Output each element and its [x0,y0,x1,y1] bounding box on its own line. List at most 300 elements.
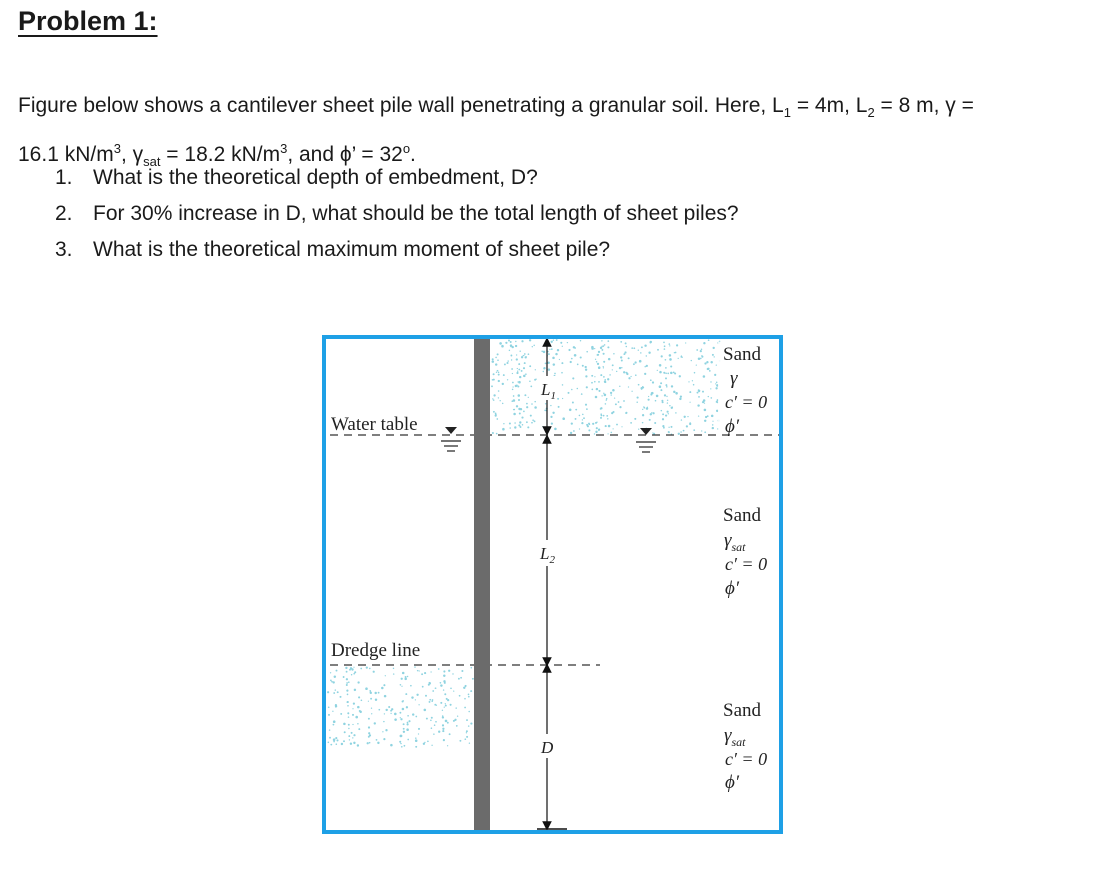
sand-dot [616,424,618,426]
sand-dot [608,425,611,428]
sand-dot [668,427,669,428]
sand-dot [550,405,551,406]
sand-dot [552,412,554,414]
sand-dot [628,357,630,359]
sand-dot [516,372,518,374]
sand-dot [668,432,670,434]
sand-dot [355,716,358,719]
sand-dot [633,347,635,349]
sand-dot [511,359,512,360]
sand-dot [520,426,522,428]
sand-dot [591,375,593,377]
sand-dot [404,745,406,747]
sand-dot [515,345,517,347]
sand-dot [644,344,646,346]
sand-dot [606,399,607,400]
sand-dot [594,381,596,383]
sand-dot [607,418,608,419]
sand-dot [562,384,564,386]
sand-dot [368,701,369,702]
sand-dot [601,340,602,341]
sand-dot [710,361,712,363]
sand-dot [511,368,513,370]
sand-dot [407,723,409,725]
question-item: 3. What is the theoretical maximum moment of sheet pile? [55,238,611,261]
sand-dot [492,358,494,360]
sand-dot [572,377,574,379]
sand-dot [613,428,614,429]
sand-dot [352,708,353,709]
sand-dot [551,348,553,350]
D-label: D [541,738,554,757]
sand-dot [443,670,445,672]
sand-dot [402,700,403,701]
sand-dot [607,378,609,380]
sand-dot [657,349,659,351]
sand-dot [666,386,668,388]
sand-dot [660,389,662,391]
sand-dot [568,392,570,394]
sand-dot [335,704,337,706]
sand-dot [345,667,347,669]
sand-dot [466,732,467,733]
svg-text:ϕ′: ϕ′ [725,772,739,793]
sand-dot [665,372,667,374]
sand-dot [595,359,596,360]
sand-dot [659,371,662,374]
sand-dot [702,391,704,393]
sand-dot [334,676,336,678]
sand-dot [378,709,380,711]
sand-dot [603,376,605,378]
sand-dot [519,421,521,423]
sand-dot [640,387,642,389]
sand-dot [499,342,502,345]
sand-dot [336,743,338,745]
sand-dot [607,340,609,342]
sand-dot [522,424,524,426]
sand-dot [368,732,370,734]
sand-dot [551,423,553,425]
sand-dot [429,682,431,684]
sand-dot [442,724,444,726]
sand-dot [368,726,370,728]
sand-dot [468,696,470,698]
sand-dot [556,339,558,341]
sand-dot [508,340,510,342]
sand-dot [435,688,436,689]
sand-dot [412,713,414,715]
sand-dot [382,731,383,732]
sand-dot [510,355,512,357]
sand-dot [371,708,372,709]
sand-dot [519,376,521,378]
sand-dot [502,383,504,385]
sand-dot [591,346,594,349]
sand-dot [514,426,516,428]
sand-dot [577,388,579,390]
sand-dot [528,397,529,398]
sand-dot [648,396,649,397]
sand-dot [652,381,654,383]
sand-dot [665,367,667,369]
sand-dot [378,692,380,694]
sand-dot [468,694,470,696]
svg-text:γsat: $\gamma_{sat}$ [724,530,746,554]
sand-dot [347,694,349,696]
sand-dot [415,716,417,718]
sand-dot [606,398,608,400]
sand-dot [614,397,615,398]
sand-dot [553,363,555,365]
sand-dot [498,374,500,376]
sand-dot [369,668,371,670]
sand-dot [359,711,361,713]
sand-dot [513,413,516,416]
sand-dot [669,345,670,346]
sand-dot [515,341,516,342]
L1-label: $L_1$ [541,380,556,402]
sand-dot [552,357,555,360]
sand-dot [581,393,583,395]
svg-text:ϕ′: ϕ′ [725,578,739,599]
sand-dot [459,695,461,697]
sand-dot [427,740,429,742]
sand-dot [431,727,433,729]
sand-dot [330,744,332,746]
sand-dot [383,684,385,686]
sand-dot [526,406,528,408]
sand-dot [654,422,656,424]
sand-dot [606,415,608,417]
sand-dot [357,723,359,725]
sand-dot [422,686,424,688]
sand-dot [445,705,447,707]
sand-dot [575,409,577,411]
sand-dot [426,718,428,720]
sand-dots-top [491,339,720,435]
sand-dot [366,666,368,668]
sand-dot [667,402,668,403]
sand-dot [604,379,606,381]
sand-dot [562,417,565,420]
sand-dot [443,739,445,741]
sand-dot [611,432,613,434]
sand-dot [521,356,523,358]
sand-dot [400,718,402,720]
sand-dot [394,713,397,716]
sand-dot [517,385,519,387]
sand-dot [626,346,628,348]
sand-dot [630,376,631,377]
sand-dot [498,390,500,392]
sand-dot [674,372,676,374]
sand-dot [683,430,685,432]
sand-dot [648,399,650,401]
sand-dot [574,347,576,349]
sand-dot [523,355,524,356]
sand-dot [663,342,665,344]
sand-dot [665,384,667,386]
sand-dot [521,370,523,372]
sand-dot [700,358,702,360]
sand-dot [598,381,600,383]
sand-dot [333,741,335,743]
sand-dot [582,419,583,420]
sand-dot [503,423,504,424]
sand-dot [653,433,655,435]
sand-dot [642,414,644,416]
sand-dot [634,361,636,363]
sand-dot [401,746,403,748]
sand-dot [495,357,497,359]
sand-dot [460,677,462,679]
sand-dot [346,690,348,692]
sand-dot [353,667,354,668]
sand-dot [710,381,711,382]
sand-dot [716,364,717,365]
sand-dot [636,401,637,402]
sand-dot [444,706,445,707]
sand-dot [519,413,521,415]
sand-dot [442,730,444,732]
sand-dot [664,348,666,350]
sand-dots-bottom [327,666,474,747]
sand-dot [418,733,419,734]
sand-dot [600,407,602,409]
sand-dot [603,366,604,367]
sand-dot [534,401,536,403]
sand-dot [670,365,672,367]
sand-dot [492,398,493,399]
sand-dot [442,728,444,730]
sand-dot [670,372,673,375]
sand-dot [702,401,704,403]
sand-dot [612,364,614,366]
sand-dot [713,347,715,349]
sand-dot [570,361,572,363]
sand-dot [431,745,432,746]
sand-dot [450,687,452,689]
sand-dot [567,342,568,343]
sand-dot [429,701,431,703]
sand-dot [443,689,444,690]
sand-dot [344,731,346,733]
sand-dot [680,431,682,433]
svg-text:γsat: $\gamma_{sat}$ [724,725,746,749]
sand-dot [662,401,664,403]
sand-dot [510,341,512,343]
sand-dot [668,413,669,414]
sand-dot [518,408,520,410]
sand-dot [515,385,517,387]
sand-dot [518,363,520,365]
sand-dot [519,350,520,351]
sand-dot [421,673,423,675]
sand-dot [596,427,598,429]
sand-dot [333,720,336,723]
sand-dot [468,725,469,726]
sand-dot [517,368,518,369]
sand-dot [701,430,702,431]
sand-dot [686,425,688,427]
sand-dot [597,363,599,365]
sand-dot [571,422,573,424]
sand-dot [630,422,632,424]
sand-dot [385,675,386,676]
sand-dot [618,401,620,403]
svg-text:c′ = 0: c′ = 0 [725,749,768,769]
sand-dot [603,415,605,417]
sand-dot [525,356,527,358]
sand-dot [415,737,417,739]
sand-dot [600,374,602,376]
sand-dot [523,411,525,413]
sand-dot [611,394,612,395]
sand-dot [472,678,474,680]
sand-dot [493,399,495,401]
sand-dot [385,729,387,731]
sand-dot [650,394,652,396]
sand-dot [605,403,607,405]
sand-dot [716,401,718,403]
sand-dot [580,356,582,358]
L2-label: $L_2$ [540,544,555,566]
sand-dot [637,397,639,399]
sand-dot [492,379,494,381]
sand-dot [336,670,338,672]
sand-dot [529,339,531,341]
svg-text:Sand: Sand [723,505,761,526]
sand-dot [507,360,508,361]
sand-dot [530,386,532,388]
sand-dot [676,344,678,346]
sand-dot [343,723,346,726]
sand-dot [464,738,466,740]
sand-dot [496,418,498,420]
sand-dot [509,427,511,429]
sand-dot [657,370,658,371]
sand-dot [612,369,613,370]
sand-dot [401,678,403,680]
sand-dot [384,713,385,714]
sand-dot [511,400,513,402]
sand-dot [650,379,652,381]
sand-dot [573,430,575,432]
sand-dot [447,700,449,702]
sand-dot [526,403,528,405]
sand-dot [414,666,415,667]
sand-dot [373,671,375,673]
sand-dot [586,351,588,353]
sand-dot [569,409,572,412]
sand-dot [354,689,356,691]
sand-dot [369,734,371,736]
sand-dot [704,420,706,422]
sand-dot [650,413,652,415]
sand-dot [708,339,710,341]
sand-dot [600,347,602,349]
sand-dot [660,382,662,384]
sand-dot [711,415,714,418]
sand-dot [435,721,437,723]
sand-dot [652,412,654,414]
sand-dot [662,413,664,415]
sand-dot [442,715,443,716]
sand-dot [663,372,665,374]
sand-dot [557,349,559,351]
sand-dot [393,668,394,669]
sand-dot [601,395,602,396]
sand-dot [625,342,627,344]
sand-dot [675,352,677,354]
sand-dot [572,402,574,404]
sand-dot [497,370,499,372]
sand-dot [418,704,419,705]
sand-dot [574,354,577,357]
sand-dot [571,358,573,360]
sand-dot [544,409,546,411]
sand-dot [643,407,645,409]
sand-dot [358,696,360,698]
sand-dot [621,426,622,427]
sand-dot [404,678,407,681]
sand-dot [628,377,630,379]
sand-dot [626,373,628,375]
sand-dot [594,348,595,349]
sand-dot [644,373,646,375]
sand-dot [684,416,686,418]
sand-dot [410,685,412,687]
sand-dot [709,370,711,372]
sand-dot [521,417,523,419]
sand-dot [698,390,700,392]
sand-dot [424,742,425,743]
sand-dot [526,421,528,423]
sand-dot [513,395,515,397]
sand-dot [646,355,647,356]
sand-dot [466,736,468,738]
sand-dot [689,423,691,425]
water-table-symbol-left [441,427,461,451]
sand-dot [440,682,442,684]
sand-dot [646,407,648,409]
sand-dot [512,373,513,374]
sand-dot [442,710,443,711]
sand-dot [638,429,639,430]
sand-dot [642,422,644,424]
sand-dot [715,387,717,389]
sand-dot [524,353,526,355]
sand-dot [623,353,625,355]
sand-dot [518,381,521,384]
sand-dot [495,413,497,415]
water-table-label: Water table [331,414,418,435]
sand-dot [514,409,516,411]
sand-dot [517,371,518,372]
sand-dot [434,724,436,726]
sand-dot [561,362,563,364]
sand-dot [591,382,593,384]
sand-dot [415,699,416,700]
sand-dot [327,691,329,693]
sand-dot [665,359,667,361]
sand-dot [408,720,410,722]
sand-dot [347,701,349,703]
sand-dot [492,360,495,363]
sand-dot [641,346,643,348]
sand-dot [666,396,667,397]
